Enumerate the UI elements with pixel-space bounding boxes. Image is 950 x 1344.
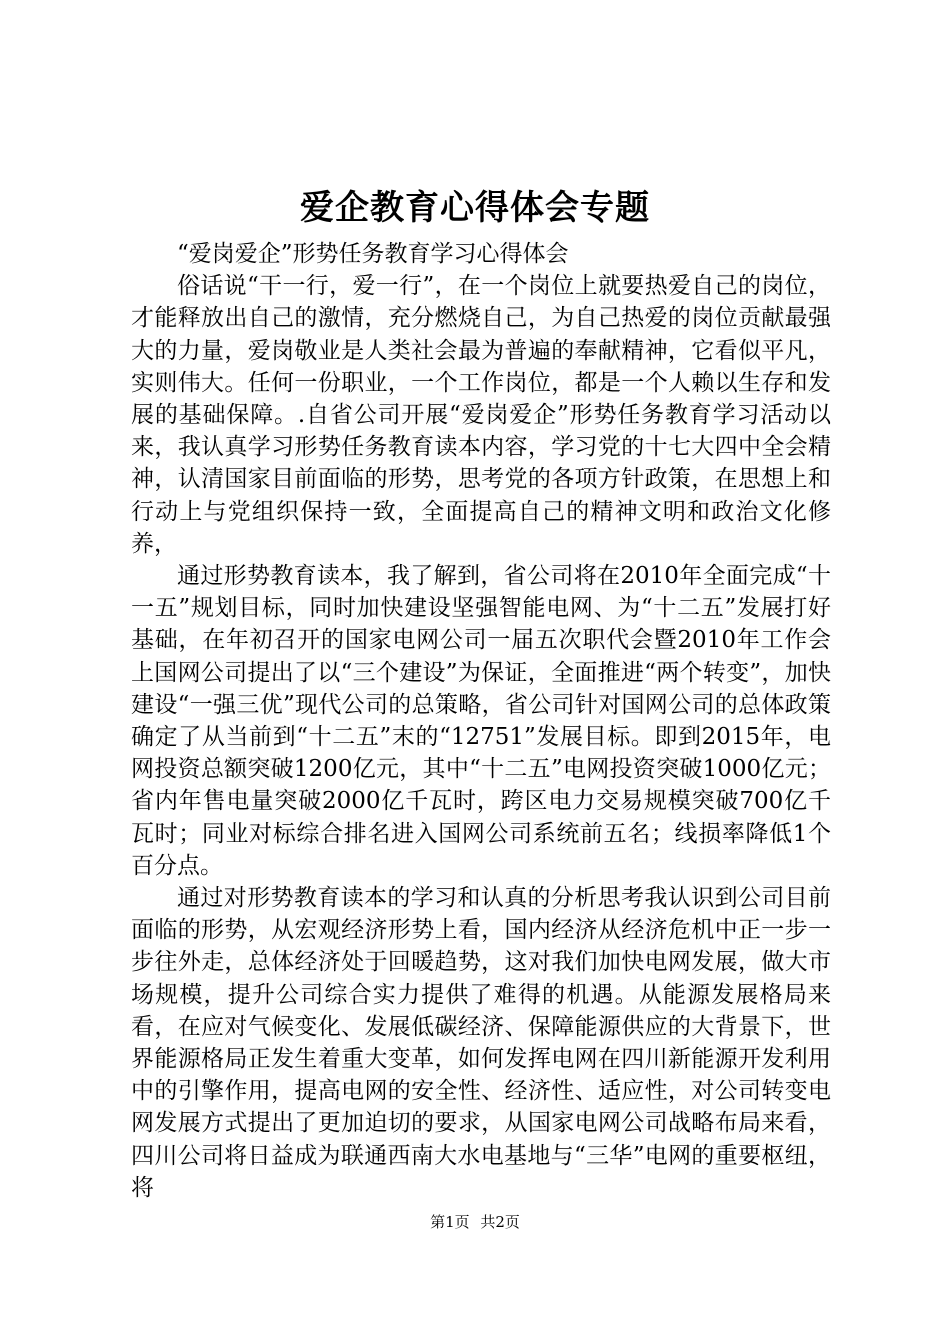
document-subtitle: “爱岗爱企”形势任务教育学习心得体会 bbox=[177, 241, 569, 267]
paragraph-1: 俗话说“干一行，爱一行”，在一个岗位上就要热爱自己的岗位，才能释放出自己的激情，充分燃烧自己，为自己热爱的岗位贡献最强大的力量，爱岗敬业是人类社会最为普遍的奉献精神，它看似平凡，实则伟大。任何一份职业，一个工作岗位，都是一个人赖以生存和发展的基础保障。.自省公司开展“爱岗爱企”形势任务教育学习活动以来，我认真学习形势任务教育读本内容，学习党的十七大四中全会精神，认清国家目前面临的形势，思考党的各项方针政策，在思想上和行动上与党组织保持一致，全面提高自己的精神文明和政治文化修养， bbox=[131, 273, 831, 557]
paragraph-2: 通过形势教育读本，我了解到，省公司将在2010年全面完成“十一五”规划目标，同时加快建设坚强智能电网、为“十二五”发展打好基础，在年初召开的国家电网公司一届五次职代会暨2010年工作会上国网公司提出了以“三个建设”为保证，全面推进“两个转变”，加快建设“一强三优”现代公司的总策略，省公司针对国网公司的总体政策确定了从当前到“十二五”末的“12751”发展目标。即到2015年，电网投资总额突破1200亿元，其中“十二五”电网投资突破1000亿元；省内年售电量突破2000亿千瓦时，跨区电力交易规模突破700亿千瓦时；同业对标综合排名进入国网公司系统前五名；线损率降低1个百分点。 bbox=[131, 563, 831, 879]
page-footer bbox=[0, 1212, 950, 1232]
document-body bbox=[131, 238, 831, 1204]
document-title: 爱企教育心得体会专题 bbox=[300, 188, 650, 228]
page-total: 共2页 bbox=[480, 1213, 520, 1231]
paragraph-3: 通过对形势教育读本的学习和认真的分析思考我认识到公司目前面临的形势，从宏观经济形势上看，国内经济从经济危机中正一步一步往外走，总体经济处于回暖趋势，这对我们加快电网发展，做大市场规模，提升公司综合实力提供了难得的机遇。从能源发展格局来看，在应对气候变化、发展低碳经济、保障能源供应的大背景下，世界能源格局正发生着重大变革，如何发挥电网在四川新能源开发利用中的引擎作用，提高电网的安全性、经济性、适应性，对公司转变电网发展方式提出了更加迫切的要求，从国家电网公司战略布局来看，四川公司将日益成为联通西南大水电基地与“三华”电网的重要枢纽，将 bbox=[131, 885, 831, 1201]
page-number: 第1页 bbox=[430, 1213, 470, 1231]
